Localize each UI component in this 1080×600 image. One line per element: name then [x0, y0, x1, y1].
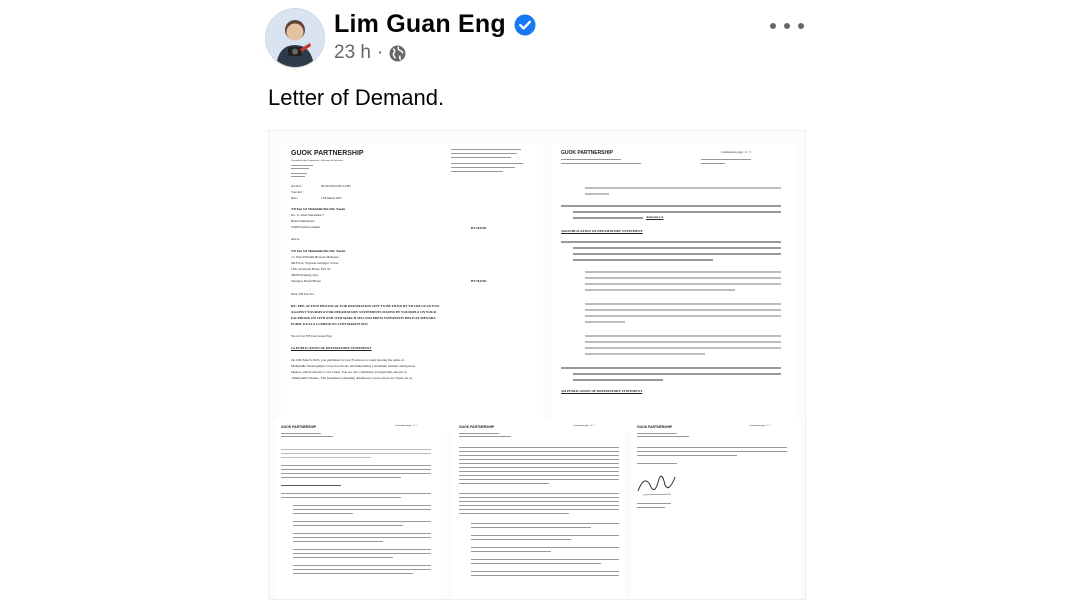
letter-page-4 [453, 419, 625, 599]
ref-line [459, 436, 511, 437]
letter-page-2 [551, 143, 797, 433]
quote-line [585, 303, 781, 305]
continuation-page: Continuation page : 3 / 5 [395, 425, 417, 427]
section-heading: 1st PUBLICATION OF DEFAMATORY STATEMENT [291, 346, 372, 350]
address-line [451, 171, 503, 172]
text-line [459, 493, 619, 494]
ref-line [281, 433, 321, 434]
avatar-photo [266, 9, 324, 67]
paragraph-line: Media» which referred to our Client. You are also commonly and generally known as [291, 370, 407, 374]
text-line [573, 247, 781, 249]
subject-line: PGRM, KUALA LUMPUR ON 12TH MARCH 2023 [291, 322, 368, 326]
address-2-line: c/o Parti Pribumi Bersatu Malaysia [291, 255, 339, 259]
text-line [293, 557, 393, 558]
annexure-label: Annexure A [646, 215, 664, 219]
date-label: Date : [291, 196, 299, 200]
post-header [265, 4, 805, 74]
text-line [471, 539, 571, 540]
text-line [293, 553, 431, 554]
address-line [451, 157, 511, 158]
address-line [291, 173, 307, 174]
text-line [281, 497, 401, 498]
your-ref-label: Your Ref : [291, 190, 304, 194]
ref-line [281, 436, 333, 437]
firm-subtitle: Peguambela dan Peguamcara | Advocates & Solicitors [291, 159, 343, 162]
quote-line [585, 271, 781, 273]
address-line [291, 168, 309, 169]
address-1-line: No. 9, Jalan Setiabakti 7 [291, 213, 325, 217]
address-line [451, 163, 523, 164]
text-line [281, 457, 371, 458]
text-line [293, 549, 431, 550]
text-line [459, 513, 569, 514]
addressee-2: YB Tan Sri Muhiddin Bin Md. Yassin [291, 249, 346, 253]
quote-line [585, 277, 781, 279]
quote-line [585, 341, 781, 343]
text-line [471, 523, 619, 524]
ref-line [637, 433, 677, 434]
paragraph-line: «Muhyiddin Yassin». The statement containing defamatory words about our Client are as [291, 376, 412, 380]
ref-line [637, 436, 689, 437]
text-line [459, 475, 619, 476]
text-line [281, 449, 431, 450]
subject-line: AGAINST YOURSELF FOR DEFAMATORY STATEMENTS ISSUED BY YOURSELF ON YOUR [291, 310, 436, 314]
text-line [637, 507, 665, 508]
text-line [281, 469, 431, 470]
continuation-page: Continuation page : 5 / 5 [749, 425, 771, 427]
quote-line [585, 315, 781, 317]
text-line [471, 527, 591, 528]
address-line [451, 153, 517, 154]
text-line [293, 505, 431, 506]
quote-line [585, 353, 705, 355]
address-2-line: 18A, Persiaran Barat, PJS 52 [291, 267, 331, 271]
salutation: Dear YB Tan Sri [291, 292, 314, 296]
text-line [459, 501, 619, 502]
our-ref-label: Our Ref : [291, 184, 303, 188]
paragraph-line: On 10th March 2023, you published in your Facebook account bearing the name of [291, 358, 404, 362]
text-line [561, 241, 781, 243]
text-line [293, 569, 431, 570]
address-1-line: Bukit Damansara [291, 219, 315, 223]
quote-line [585, 289, 735, 291]
we-act-line: We act for YB Lim Guan Eng. [291, 334, 333, 338]
ref-line [459, 433, 499, 434]
text-line [293, 533, 431, 534]
text-line [573, 211, 781, 213]
more-options-icon [770, 23, 776, 29]
address-2-line: Selangor Darul Ehsan [291, 279, 321, 283]
text-line [637, 455, 737, 456]
post-text: Letter of Demand. [268, 85, 445, 110]
author-name[interactable] [334, 10, 536, 39]
text-line [293, 513, 353, 514]
address-1-line: 50490 Kuala Lumpur [291, 225, 321, 229]
and-or: and/or [291, 237, 300, 241]
firm-name: GUOK PARTNERSHIP [459, 425, 495, 429]
quote-line [585, 309, 781, 311]
text-line [281, 465, 431, 466]
text-line [471, 547, 619, 548]
firm-name: GUOK PARTNERSHIP [281, 425, 317, 429]
more-options-icon [798, 23, 804, 29]
letter-page-5 [631, 419, 801, 599]
text-line [573, 259, 713, 261]
text-line [293, 573, 413, 574]
firm-name: GUOK PARTNERSHIP [561, 150, 613, 156]
globe-icon[interactable] [389, 45, 406, 62]
address-line [291, 165, 313, 166]
text-line [293, 521, 431, 522]
text-line [471, 575, 619, 576]
ref-line [701, 159, 751, 160]
addressee-1: YB Tan Sri Muhiddin Bin Md. Yassin [291, 207, 346, 211]
text-line [459, 451, 619, 452]
firm-name: GUOK PARTNERSHIP [291, 150, 364, 157]
author-name-text[interactable]: Lim Guan Eng [334, 10, 506, 38]
text-line [293, 525, 403, 526]
text-line [459, 447, 619, 448]
text-line [471, 551, 551, 552]
text-line [281, 453, 431, 454]
post-image-attachment[interactable] [268, 130, 806, 600]
text-line [471, 563, 601, 564]
text-line [459, 467, 619, 468]
ref-line [701, 163, 725, 164]
text-line [573, 253, 781, 255]
post-timestamp[interactable]: 23 h [334, 42, 371, 63]
text-line [281, 477, 401, 478]
address-line [451, 167, 515, 168]
text-line [585, 193, 609, 195]
text-line [459, 455, 619, 456]
text-line [293, 537, 431, 538]
subject-line: FACEBOOK ON 10TH AND 11TH MARCH 2023 AND PRESS INTERVIEW HELD AT MENARA [291, 316, 436, 320]
quote-line [585, 335, 781, 337]
more-options-button[interactable] [770, 16, 804, 36]
address-2-line: 8th Floor, Yayasan Selangor Tower [291, 261, 339, 265]
text-line [573, 373, 781, 375]
text-line [471, 559, 619, 560]
section-heading: 3rd PUBLICATION OF DEFAMATORY STATEMENT [561, 389, 643, 393]
firm-name: GUOK PARTNERSHIP [637, 425, 673, 429]
text-line [471, 535, 619, 536]
text-line [585, 187, 781, 189]
text-line [573, 379, 663, 381]
text-line [459, 505, 619, 506]
text-line [459, 497, 619, 498]
section-heading [281, 485, 341, 486]
section-heading: 2nd PUBLICATION OF DEFAMATORY STATEMENT [561, 229, 643, 233]
letter-date: 13th March 2023 [321, 196, 342, 200]
ref-line [561, 159, 621, 160]
text-line [281, 473, 431, 474]
text-line [459, 509, 619, 510]
quote-line [585, 347, 781, 349]
address-2-line: 46200 Petaling Jaya [291, 273, 319, 277]
letter-page-3 [275, 419, 447, 599]
subject-line: RE: PRE-ACTION PROTOCOL FOR DEFAMATION SUIT TO BE FILED BY YB LIM GUAN ENG [291, 304, 440, 308]
post-meta [334, 42, 406, 64]
text-line [459, 459, 619, 460]
by-hand-label: BY HAND [471, 226, 487, 230]
paragraph-line: Muhyiddin Yassin (https://www.facebook.com/muhyiddin) a statement entitled «Kenyataan [291, 364, 416, 368]
text-line [459, 483, 549, 484]
more-options-icon [784, 23, 790, 29]
text-line [293, 509, 431, 510]
continuation-page: Continuation page : 4 / 5 [573, 425, 595, 427]
text-line [459, 471, 619, 472]
avatar[interactable] [265, 8, 325, 68]
quote-line [585, 321, 625, 323]
text-line [637, 447, 787, 448]
continuation-page: Continuation page : 2 / 5 [721, 150, 751, 154]
text-line [637, 451, 787, 452]
meta-separator: · [376, 42, 384, 63]
ref-line [561, 163, 641, 164]
text-line [573, 217, 643, 219]
verified-badge-icon [514, 14, 536, 36]
text-line [561, 205, 781, 207]
text-line [293, 541, 383, 542]
text-line [281, 493, 431, 494]
address-line [451, 149, 521, 150]
signature-mark [635, 469, 679, 499]
by-hand-label: BY HAND [471, 279, 487, 283]
text-line [637, 503, 671, 504]
text-line [471, 571, 619, 572]
quote-line [585, 283, 781, 285]
letter-page-1 [281, 143, 543, 433]
text-line [459, 479, 619, 480]
text-line [459, 463, 619, 464]
our-ref: 06/YP/2023/GEU1/CHS [321, 184, 351, 188]
text-line [293, 565, 431, 566]
text-line [637, 463, 677, 464]
address-line [291, 176, 305, 177]
text-line [561, 367, 781, 369]
